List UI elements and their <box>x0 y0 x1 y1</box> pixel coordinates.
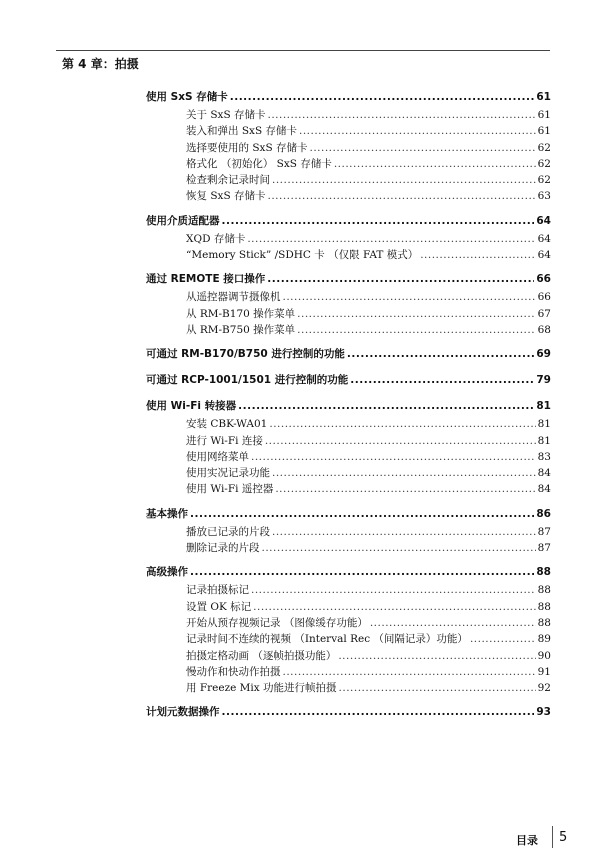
table-of-contents <box>146 88 551 729</box>
dot-leader <box>309 140 535 156</box>
dot-leader <box>262 540 536 556</box>
footer-divider <box>552 826 553 848</box>
toc-sub-entry-title: 记录拍摄标记 <box>186 584 249 597</box>
toc-section <box>146 345 551 364</box>
toc-sub-entry[interactable] <box>146 582 551 598</box>
toc-main-entry-page: 64 <box>536 214 551 227</box>
toc-sub-entry[interactable] <box>146 188 551 204</box>
toc-sub-entry[interactable] <box>146 433 551 449</box>
toc-sub-entry[interactable] <box>146 664 551 680</box>
dot-leader <box>299 123 536 139</box>
toc-sub-entry-title: 用 Freeze Mix 功能进行帧拍摄 <box>186 682 337 695</box>
dot-leader <box>253 599 535 615</box>
toc-sub-entry-page: 62 <box>537 174 551 187</box>
toc-sub-entry-page: 61 <box>537 125 551 138</box>
dot-leader <box>230 88 535 107</box>
dot-leader <box>222 703 535 722</box>
toc-section <box>146 703 551 722</box>
toc-sub-entry-title: 删除记录的片段 <box>186 542 260 555</box>
chapter-divider <box>56 50 550 51</box>
toc-sub-entry-title: 记录时间不连续的视频 （Interval Rec （间隔记录）功能） <box>186 633 468 646</box>
toc-sub-entry-title: 播放已记录的片段 <box>186 525 270 538</box>
toc-sub-entry-title: 使用网络菜单 <box>186 450 249 463</box>
toc-sub-entry-title: 开始从预存视频记录 （图像缓存功能） <box>186 616 368 629</box>
toc-sub-entry[interactable] <box>146 306 551 322</box>
toc-main-entry[interactable] <box>146 270 551 289</box>
toc-sub-entry[interactable] <box>146 631 551 647</box>
toc-sub-entry-page: 83 <box>537 450 551 463</box>
toc-sub-entry[interactable] <box>146 615 551 631</box>
toc-sub-entry[interactable] <box>146 524 551 540</box>
toc-main-entry-title: 计划元数据操作 <box>146 706 220 719</box>
toc-sub-entry-title: XQD 存储卡 <box>186 232 246 245</box>
toc-sub-entry-title: 使用 Wi-Fi 遥控器 <box>186 483 274 496</box>
toc-section <box>146 563 551 696</box>
toc-main-entry-page: 66 <box>536 273 551 286</box>
toc-sub-entry-title: 检查剩余记录时间 <box>186 174 270 187</box>
toc-main-entry-title: 高级操作 <box>146 566 188 579</box>
toc-sub-entry[interactable] <box>146 481 551 497</box>
toc-main-entry-title: 可通过 RCP-1001/1501 进行控制的功能 <box>146 374 349 387</box>
toc-main-entry[interactable] <box>146 212 551 231</box>
toc-sub-entry-title: 格式化 （初始化） SxS 存储卡 <box>186 157 332 170</box>
toc-sub-entry[interactable] <box>146 107 551 123</box>
dot-leader <box>347 345 534 364</box>
dot-leader <box>222 212 535 231</box>
dot-leader <box>267 188 535 204</box>
dot-leader <box>297 322 535 338</box>
toc-sub-entry-page: 91 <box>537 665 551 678</box>
dot-leader <box>470 631 536 647</box>
dot-leader <box>283 664 536 680</box>
dot-leader <box>275 481 535 497</box>
footer-section-label: 目录 <box>516 834 538 847</box>
chapter-title: 第 4 章：拍摄 <box>62 57 139 71</box>
toc-sub-entry-page: 84 <box>537 483 551 496</box>
toc-sub-entry-page: 88 <box>537 616 551 629</box>
toc-main-entry[interactable] <box>146 345 551 364</box>
toc-main-entry-page: 79 <box>536 374 551 387</box>
toc-main-entry[interactable] <box>146 88 551 107</box>
dot-leader <box>251 582 536 598</box>
toc-main-entry-title: 可通过 RM-B170/B750 进行控制的功能 <box>146 348 345 361</box>
toc-main-entry-title: 通过 REMOTE 接口操作 <box>146 273 266 286</box>
toc-sub-entry[interactable] <box>146 156 551 172</box>
toc-sub-entry-page: 64 <box>537 249 551 262</box>
dot-leader <box>190 563 534 582</box>
toc-main-entry-title: 使用介质适配器 <box>146 214 220 227</box>
toc-sub-entry-page: 89 <box>537 633 551 646</box>
toc-main-entry[interactable] <box>146 563 551 582</box>
toc-section <box>146 270 551 338</box>
toc-sub-entry-title: 从 RM-B750 操作菜单 <box>186 323 296 336</box>
toc-main-entry-page: 93 <box>536 706 551 719</box>
toc-sub-entry-page: 84 <box>537 467 551 480</box>
toc-section <box>146 88 551 205</box>
dot-leader <box>338 648 535 664</box>
toc-sub-entry-page: 61 <box>537 109 551 121</box>
toc-section <box>146 505 551 557</box>
toc-sub-entry-title: 关于 SxS 存储卡 <box>186 109 266 121</box>
toc-main-entry-title: 基本操作 <box>146 507 188 520</box>
dot-leader <box>370 615 536 631</box>
toc-main-entry-page: 61 <box>536 91 551 103</box>
toc-sub-entry[interactable] <box>146 416 551 432</box>
toc-sub-entry-title: 安装 CBK-WA01 <box>186 418 268 431</box>
toc-section <box>146 212 551 264</box>
toc-sub-entry[interactable] <box>146 648 551 664</box>
toc-sub-entry-title: 从遥控器调节摄像机 <box>186 291 281 304</box>
toc-sub-entry-page: 64 <box>537 232 551 245</box>
toc-main-entry-page: 86 <box>536 507 551 520</box>
dot-leader <box>190 505 534 524</box>
toc-sub-entry-page: 92 <box>537 682 551 695</box>
toc-sub-entry[interactable] <box>146 599 551 615</box>
toc-section <box>146 371 551 390</box>
toc-sub-entry-page: 88 <box>537 584 551 597</box>
dot-leader <box>269 416 535 432</box>
toc-sub-entry-title: 拍摄定格动画 （逐帧拍摄功能） <box>186 649 337 662</box>
toc-sub-entry-page: 62 <box>537 141 551 154</box>
toc-sub-entry-page: 62 <box>537 157 551 170</box>
toc-sub-entry[interactable] <box>146 140 551 156</box>
toc-main-entry[interactable] <box>146 371 551 390</box>
toc-sub-entry-page: 63 <box>537 190 551 203</box>
toc-main-entry-title: 使用 Wi-Fi 转接器 <box>146 400 237 413</box>
toc-sub-entry-page: 66 <box>537 291 551 304</box>
dot-leader <box>420 247 535 263</box>
toc-sub-entry[interactable] <box>146 247 551 263</box>
dot-leader <box>272 465 536 481</box>
dot-leader <box>272 172 536 188</box>
toc-main-entry-title: 使用 SxS 存储卡 <box>146 91 228 103</box>
dot-leader <box>267 270 534 289</box>
toc-sub-entry-page: 90 <box>537 649 551 662</box>
dot-leader <box>267 107 535 123</box>
dot-leader <box>350 371 534 390</box>
toc-sub-entry-page: 67 <box>537 307 551 320</box>
dot-leader <box>247 231 535 247</box>
toc-sub-entry-title: 恢复 SxS 存储卡 <box>186 190 266 203</box>
toc-main-entry-page: 69 <box>536 348 551 361</box>
dot-leader <box>283 289 536 305</box>
toc-sub-entry-title: 设置 OK 标记 <box>186 600 252 613</box>
toc-main-entry-page: 88 <box>536 566 551 579</box>
toc-sub-entry-page: 68 <box>537 323 551 336</box>
toc-sub-entry-page: 81 <box>537 418 551 431</box>
toc-sub-entry-title: 从 RM-B170 操作菜单 <box>186 307 296 320</box>
dot-leader <box>297 306 535 322</box>
toc-sub-entry[interactable] <box>146 172 551 188</box>
toc-sub-entry[interactable] <box>146 465 551 481</box>
toc-sub-entry[interactable] <box>146 680 551 696</box>
toc-sub-entry[interactable] <box>146 540 551 556</box>
toc-main-entry[interactable] <box>146 505 551 524</box>
toc-sub-entry-page: 88 <box>537 600 551 613</box>
dot-leader <box>265 433 536 449</box>
dot-leader <box>272 524 536 540</box>
dot-leader <box>238 397 534 416</box>
dot-leader <box>334 156 536 172</box>
toc-sub-entry-title: 使用实况记录功能 <box>186 467 270 480</box>
toc-sub-entry[interactable] <box>146 449 551 465</box>
page-number: 5 <box>559 830 568 845</box>
toc-sub-entry-page: 87 <box>537 542 551 555</box>
toc-sub-entry-page: 81 <box>537 434 551 447</box>
toc-sub-entry[interactable] <box>146 231 551 247</box>
toc-main-entry[interactable] <box>146 703 551 722</box>
toc-main-entry[interactable] <box>146 397 551 416</box>
toc-sub-entry[interactable] <box>146 123 551 139</box>
toc-sub-entry-title: 装入和弹出 SxS 存储卡 <box>186 125 297 138</box>
toc-sub-entry-title: 慢动作和快动作拍摄 <box>186 665 281 678</box>
toc-sub-entry[interactable] <box>146 322 551 338</box>
dot-leader <box>339 680 536 696</box>
dot-leader <box>251 449 536 465</box>
toc-sub-entry-page: 87 <box>537 525 551 538</box>
toc-sub-entry-title: 进行 Wi-Fi 连接 <box>186 434 263 447</box>
toc-main-entry-page: 81 <box>536 400 551 413</box>
toc-sub-entry-title: 选择要使用的 SxS 存储卡 <box>186 141 308 154</box>
toc-section <box>146 397 551 497</box>
toc-sub-entry[interactable] <box>146 289 551 305</box>
toc-sub-entry-title: “Memory Stick” /SDHC 卡 （仅限 FAT 模式） <box>186 249 419 262</box>
